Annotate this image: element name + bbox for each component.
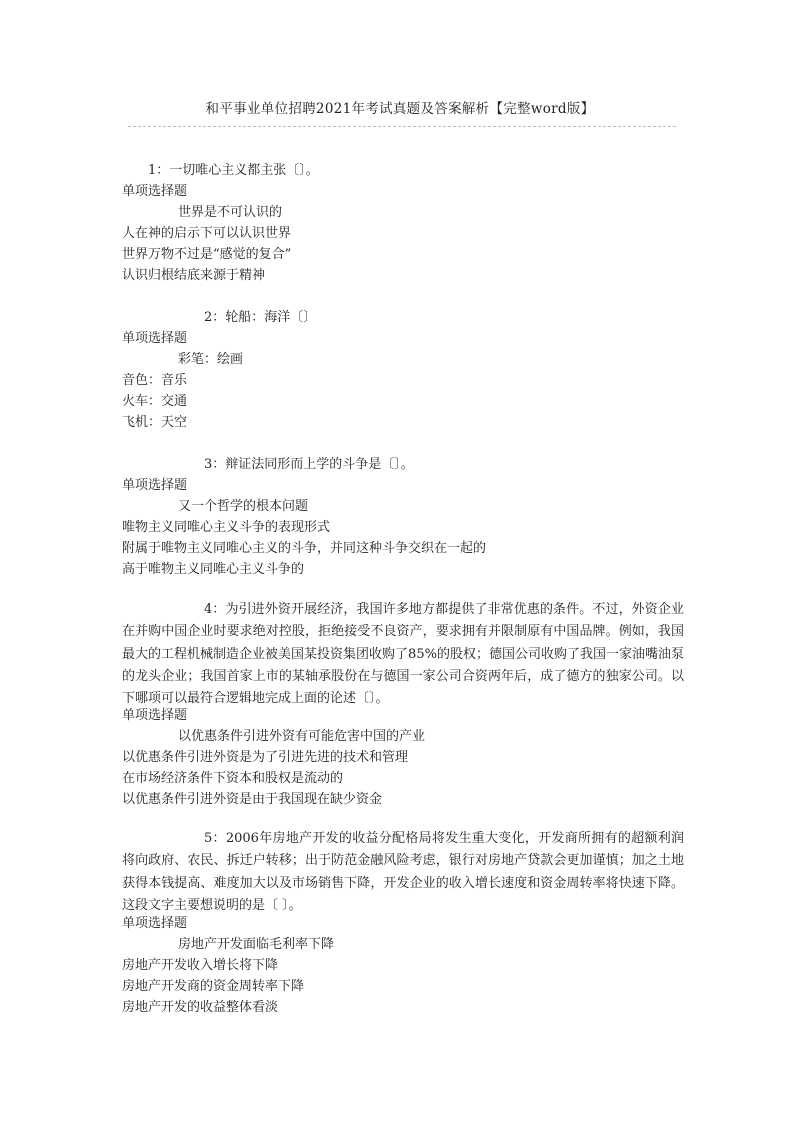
page-title: 和平事业单位招聘2021年考试真题及答案解析【完整word版】: [205, 101, 595, 117]
question-3-type: 单项选择题: [122, 478, 188, 493]
question-5-option-a[interactable]: 房地产开发面临毛利率下降: [178, 937, 335, 952]
question-4-stem: 4：为引进外资开展经济，我国许多地方都提供了非常优惠的条件。不过，外资企业在并购中国企业时要求绝对控股，拒绝接受不良资产，要求拥有并限制原有中国品牌。例如，我国最大的工程机械制造企业被美国某投资集团收购了85%的股权；德国公司收购了我国一家油嘴油泵的龙头企业；我国首家上市的某轴承股份在与德国一家公司合资两年后，成了德方的独家公司。以下哪项可以最符合逻辑地完成上面的论述〔〕。: [122, 602, 684, 707]
question-2-option-a[interactable]: 彩笔：绘画: [178, 352, 244, 367]
question-2-option-c[interactable]: 火车：交通: [122, 394, 188, 409]
question-5-option-c[interactable]: 房地产开发商的资金周转率下降: [122, 979, 305, 994]
question-3-option-b[interactable]: 唯物主义同唯心主义斗争的表现形式: [122, 520, 331, 535]
question-3-option-c[interactable]: 附属于唯物主义同唯心主义的斗争，并同这种斗争交织在一起的: [122, 541, 487, 556]
question-5-stem-block: [122, 828, 684, 917]
question-4-option-b[interactable]: 以优惠条件引进外资是为了引进先进的技术和管理: [122, 750, 409, 765]
question-1-type: 单项选择题: [122, 184, 188, 199]
question-3-option-d[interactable]: 高于唯物主义同唯心主义斗争的: [122, 562, 305, 577]
question-5-option-b[interactable]: 房地产开发收入增长将下降: [122, 958, 279, 973]
question-1-option-c[interactable]: 世界万物不过是“感觉的复合”: [122, 247, 292, 262]
question-4-option-d[interactable]: 以优惠条件引进外资是由于我国现在缺少资金: [122, 792, 383, 807]
question-1-option-a[interactable]: 世界是不可认识的: [178, 205, 283, 220]
question-2-option-b[interactable]: 音色：音乐: [122, 373, 188, 388]
question-5-option-d[interactable]: 房地产开发的收益整体看淡: [122, 1000, 279, 1015]
question-2-option-d[interactable]: 飞机：天空: [122, 415, 188, 430]
question-5-stem: 5：2006年房地产开发的收益分配格局将发生重大变化，开发商所拥有的超额利润将向政府、农民、拆迁户转移；出于防范金融风险考虑，银行对房地产贷款会更加谨慎；加之土地获得本钱提高、难度加大以及市场销售下降，开发企业的收入增长速度和资金周转率将快速下降。这段文字主要想说明的是〔 〕。: [122, 831, 684, 913]
question-2-type: 单项选择题: [122, 331, 188, 346]
question-4-option-a[interactable]: 以优惠条件引进外资有可能危害中国的产业: [178, 729, 426, 744]
question-3-option-a[interactable]: 又一个哲学的根本问题: [178, 499, 309, 514]
question-4-type: 单项选择题: [122, 708, 188, 723]
question-4-stem-block: [122, 599, 684, 710]
question-1-option-d[interactable]: 认识归根结底来源于精神: [122, 268, 266, 283]
question-1-stem: 1：一切唯心主义都主张〔〕。: [148, 163, 319, 178]
question-3-stem: 3：辩证法同形而上学的斗争是〔〕。: [204, 457, 414, 472]
question-2-stem: 2：轮船：海洋〔〕: [204, 310, 317, 325]
question-5-type: 单项选择题: [122, 916, 188, 931]
question-4-option-c[interactable]: 在市场经济条件下资本和股权是流动的: [122, 771, 344, 786]
question-1-option-b[interactable]: 人在神的启示下可以认识世界: [122, 226, 292, 241]
title-divider: [128, 126, 676, 127]
